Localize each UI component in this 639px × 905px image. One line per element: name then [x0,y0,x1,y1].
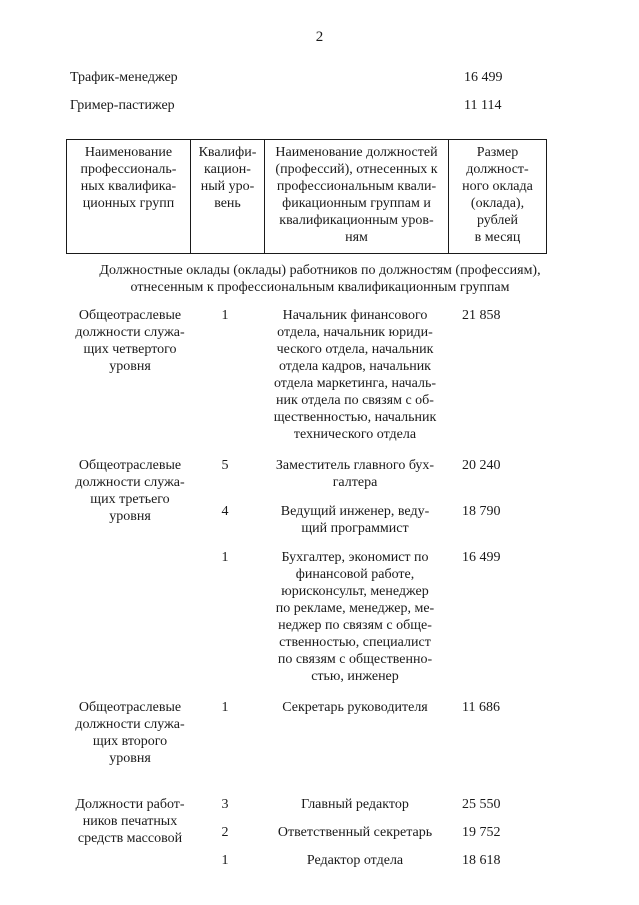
salary-amount: 25 550 [462,797,501,812]
positions-list: Главный редактор [301,797,409,812]
qualification-level: 2 [221,825,229,840]
table-caption: Должностные оклады (оклады) работников по должностям (профессиям), отнесенным к профессиональным квалификационным группам [99,263,541,295]
positions-list: Бухгалтер, экономист по финансовой работе, юрисконсульт, менеджер по рекламе, менеджер, ме- неджер по связям с обще- ственностью, специалист по связям с общественно- стью, инженер [275,550,435,684]
positions-list: Заместитель главного бух- галтера [275,458,435,490]
page-number: 2 [315,29,324,45]
qualification-level: 1 [221,853,229,868]
positions-list: Секретарь руководителя [282,700,428,715]
salary-amount: 19 752 [462,825,501,840]
top-row-label: Трафик-менеджер [70,70,178,85]
positions-list: Ведущий инженер, веду- щий программист [280,504,430,536]
top-row-label: Гример-пастижер [70,98,175,113]
positions-list: Ответственный секретарь [277,825,433,840]
qualification-level: 5 [221,458,229,473]
positions-list: Начальник финансового отдела, начальник юриди- ческого отдела, начальник отдела кадров, начальник отдела маркетинга, началь- ник отдела по связям с об- щественностью, начальник технического отдела [273,308,437,442]
group-name: Общеотраслевые должности служа- щих третьего уровня [75,458,185,524]
header-positions: Наименование должностей (профессий), отнесенных к профессиональным квали- фикационным группам и квалификационным уров- ням [265,140,449,254]
salary-amount: 21 858 [462,308,501,323]
salary-amount: 18 790 [462,504,501,519]
group-name: Общеотраслевые должности служа- щих второго уровня [75,700,185,766]
header-level: Квалифи- кацион- ный уро- вень [191,140,265,254]
top-row-amount: 11 114 [464,98,502,113]
header-salary: Размер должност- ного оклада (оклада), рублей в месяц [449,140,547,254]
group-name: Должности работ- ников печатных средств массовой [75,797,185,846]
qualification-level: 1 [221,308,229,323]
top-row-amount: 16 499 [464,70,503,85]
header-table [66,139,547,254]
salary-amount: 11 686 [462,700,500,715]
header-group-name: Наименование профессиональ- ных квалифика- ционных групп [67,140,191,254]
salary-amount: 16 499 [462,550,501,565]
positions-list: Редактор отдела [306,853,404,868]
qualification-level: 4 [221,504,229,519]
qualification-level: 3 [221,797,229,812]
qualification-level: 1 [221,700,229,715]
salary-amount: 18 618 [462,853,501,868]
group-name: Общеотраслевые должности служа- щих четвертого уровня [75,308,185,374]
salary-amount: 20 240 [462,458,501,473]
qualification-level: 1 [221,550,229,565]
